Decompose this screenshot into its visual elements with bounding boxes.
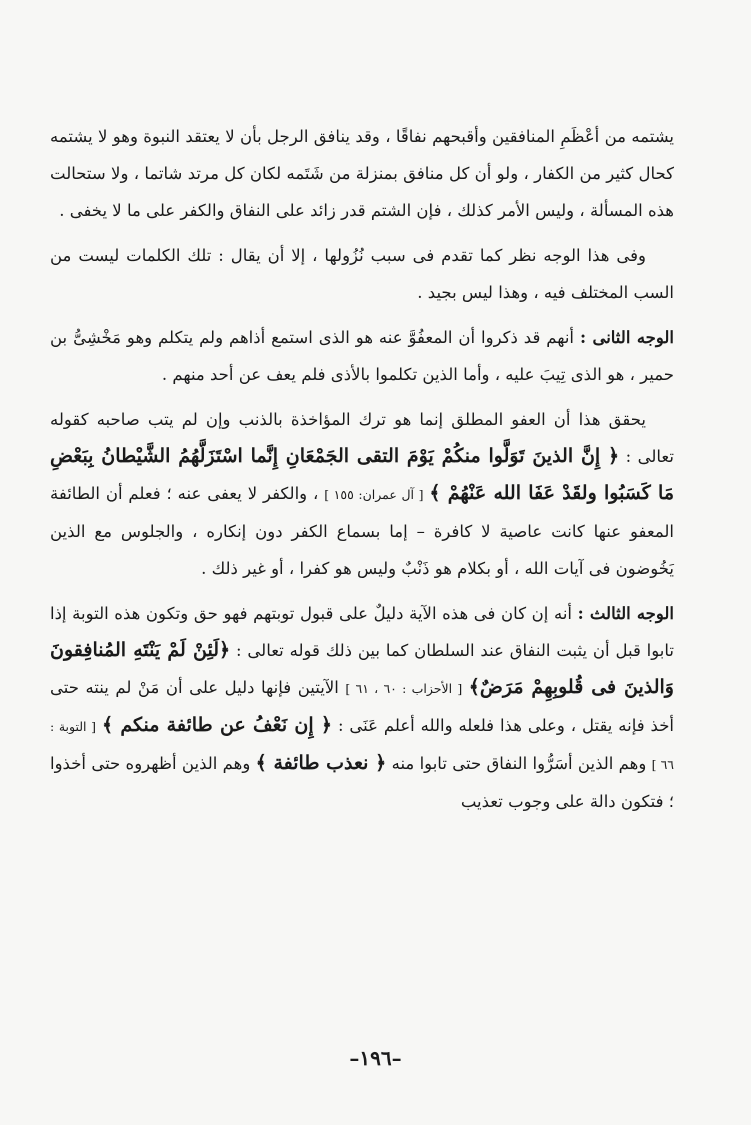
verse-reference-2: [ الأحزاب : ٦٠ ، ٦١ ] <box>345 681 463 696</box>
paragraph-1 <box>50 118 674 229</box>
paragraph-3-text: أنهم قد ذكروا أن المعفُوَّ عنه هو الذى استمع أذاهم ولم يتكلم وهو مَخْشِىُّ بن حمير ، هو الذى تِيبَ عليه ، وأما الذين تكلموا بالأذى فلم يعف عن أحد منهم . <box>50 328 674 384</box>
paragraph-5-text-2: الآيتين فإنها دليل على أن مَنْ لم ينته حتى أخذ فإنه يقتل ، وعلى هذا فلعله والله أعلم عَنَى : <box>50 678 674 735</box>
paragraph-2 <box>50 237 674 311</box>
quran-verse-4: ﴿ نعذب طائفة ﴾ <box>255 752 387 774</box>
quran-verse-1: ﴿ إِنَّ الذينَ تَوَلَّوا منكُمْ يَوْمَ التقى الجَمْعَانِ إِنَّما اسْتَزَلَّهُمُ الشَّيْطانُ بِبَعْضِ مَا كَسَبُوا ولقَدْ عَفَا الله عَنْهُمْ ﴾ <box>50 445 675 504</box>
paragraph-5-text-1: أنه إن كان فى هذه الآية دليلٌ على قبول توبتهم فهو حق وتكون هذه التوبة إذا تابوا قبل أن يثبت النفاق عند السلطان كما بين ذلك قوله تعالى : <box>50 604 674 660</box>
paragraph-4-text-1: يحقق هذا أن العفو المطلق إنما هو ترك المؤاخذة بالذنب وإن لم يتب صاحبه كقوله تعالى : <box>50 410 674 466</box>
verse-reference-1: [ آل عمران: ١٥٥ ] <box>324 487 424 502</box>
paragraph-4 <box>50 401 674 587</box>
paragraph-5-text-3: وهم الذين أسَرُّوا النفاق حتى تابوا منه <box>391 754 647 773</box>
paragraph-1-text: يشتمه من أعْظَمِ المنافقين وأقبحهم نفاقًا ، وقد ينافق الرجل بأن لا يعتقد النبوة وهو لا يشتمه كحال كثير من الكفار ، ولو أن كل منافق بمنزلة من شَتَمه لكان كل مرتد شاتما ، ولا ستحالت هذه المسألة ، وليس الأمر كذلك ، فإن الشتم قدر زائد على النفاق والكفر على ما لا يخفى . <box>50 127 674 220</box>
quran-verse-3: ﴿ إِن نَعْفُ عن طائفة منكم ﴾ <box>101 714 333 736</box>
paragraph-2-text: وفى هذا الوجه نظر كما تقدم فى سبب نُزُولها ، إلا أن يقال : تلك الكلمات ليست من السب المختلف فيه ، وهذا ليس بجيد . <box>50 246 674 302</box>
quran-verse-2: ﴿لَئِنْ لَمْ يَنْتَهِ المُنافِقونَ وَالذينَ فى قُلوبِهِمْ مَرَضٌ﴾ <box>50 639 674 698</box>
verse-reference-3: [ التوبة : ٦٦ ] <box>50 719 675 772</box>
paragraph-5 <box>50 595 674 820</box>
paragraph-3 <box>50 319 674 393</box>
body-text <box>50 118 674 820</box>
section-heading-second: الوجه الثانى : <box>579 328 674 347</box>
paragraph-4-text-2: ، والكفر لا يعفى عنه ؛ فعلم أن الطائفة المعفو عنها كانت عاصية لا كافرة – إما بسماع الكفر دون إنكاره ، والجلوس مع الذين يَخُوضون فى آيات الله ، أو بكلام هو ذَنْبٌ وليس هو كفرا ، أو غير ذلك . <box>50 484 674 578</box>
page-number: –١٩٦– <box>349 1046 402 1070</box>
section-heading-third: الوجه الثالث : <box>577 604 674 623</box>
paragraph-5-text-4: وهم الذين أظهروه حتى أخذوا ؛ فتكون دالة على وجوب تعذيب <box>50 754 674 811</box>
